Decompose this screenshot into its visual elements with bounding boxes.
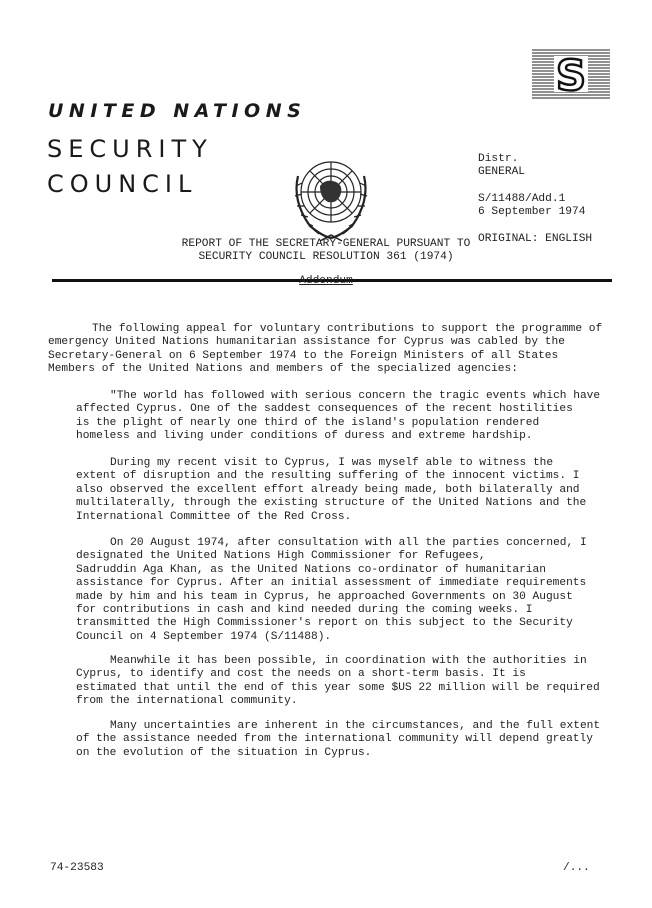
report-title-line1: REPORT OF THE SECRETARY-GENERAL PURSUANT TO (181, 238, 471, 250)
org-name-council: COUNCIL (47, 170, 198, 198)
job-number: 74-23583 (50, 862, 104, 874)
security-council-s-logo (532, 49, 610, 99)
paragraph-line: designated the United Nations High Commissioner for Refugees, (76, 550, 486, 563)
paragraph-line: multilaterally, through the existing structure of the United Nations and the (76, 497, 587, 510)
paragraph-line: Members of the United Nations and members of the specialized agencies: (48, 363, 518, 376)
paragraph-line: During my recent visit to Cyprus, I was myself able to witness the (110, 457, 554, 469)
paragraph-line: is the plight of nearly one third of the island's population rendered (76, 416, 540, 429)
paragraph-line: International Committee of the Red Cross. (76, 510, 352, 523)
paragraph-line: "The world has followed with serious concern the tragic events which have (110, 390, 601, 402)
paragraph-line: estimated that until the end of this year some $US 22 million will be required (76, 681, 600, 694)
original-language: ORIGINAL: ENGLISH (478, 233, 593, 245)
paragraph-line: On 20 August 1974, after consultation with all the parties concerned, I (110, 537, 587, 549)
paragraph-line: of the assistance needed from the international community will depend greatly (76, 733, 593, 746)
report-title-line2: SECURITY COUNCIL RESOLUTION 361 (1974) (198, 251, 454, 263)
document-date: 6 September 1974 (478, 206, 586, 218)
addendum-wrapper (0, 275, 652, 288)
s-logo-letter: S (555, 51, 587, 99)
org-name-united-nations: UNITED NATIONS (48, 100, 307, 122)
paragraph-line: The following appeal for voluntary contributions to support the programme of (92, 323, 603, 335)
paragraph-line: Sadruddin Aga Khan, as the United Nations co-ordinator of humanitarian (76, 563, 546, 576)
distr-label: Distr. (478, 153, 519, 165)
addendum-heading: Addendum (299, 275, 353, 287)
paragraph-line: on the evolution of the situation in Cyprus. (76, 746, 372, 759)
paragraph-line: transmitted the High Commissioner's report on this subject to the Security (76, 617, 573, 630)
continuation-mark: /... (563, 862, 590, 874)
paragraph-line: made by him and his team in Cyprus, he approached Governments on 30 August (76, 590, 573, 603)
paragraph-line: from the international community. (76, 695, 298, 708)
distr-value: GENERAL (478, 166, 525, 178)
paragraph-line: emergency United Nations humanitarian assistance for Cyprus was cabled by the (48, 336, 565, 349)
paragraph-line: homeless and living under conditions of duress and extreme hardship. (76, 430, 533, 443)
paragraph-line: extent of disruption and the resulting suffering of the innocent victims. I (76, 470, 580, 483)
paragraph-line: Cyprus, to identify and cost the needs on a short-term basis. It is (76, 668, 526, 681)
paragraph-line: Council on 4 September 1974 (S/11488). (76, 630, 332, 643)
paragraph-line: affected Cyprus. One of the saddest consequences of the recent hostilities (76, 403, 573, 416)
paragraph-line: Secretary-General on 6 September 1974 to the Foreign Ministers of all States (48, 349, 559, 362)
paragraph-line: Many uncertainties are inherent in the circumstances, and the full extent (110, 720, 601, 732)
paragraph-line: assistance for Cyprus. After an initial assessment of immediate requirements (76, 577, 587, 590)
paragraph-line: Meanwhile it has been possible, in coordination with the authorities in (110, 655, 587, 667)
paragraph-line: for contributions in cash and kind needed during the coming weeks. I (76, 604, 533, 616)
united-nations-emblem-icon (290, 146, 372, 246)
org-name-security: SECURITY (47, 135, 213, 163)
paragraph-line: also observed the excellent effort already being made, both bilaterally and (76, 483, 580, 496)
document-symbol: S/11488/Add.1 (478, 193, 566, 205)
